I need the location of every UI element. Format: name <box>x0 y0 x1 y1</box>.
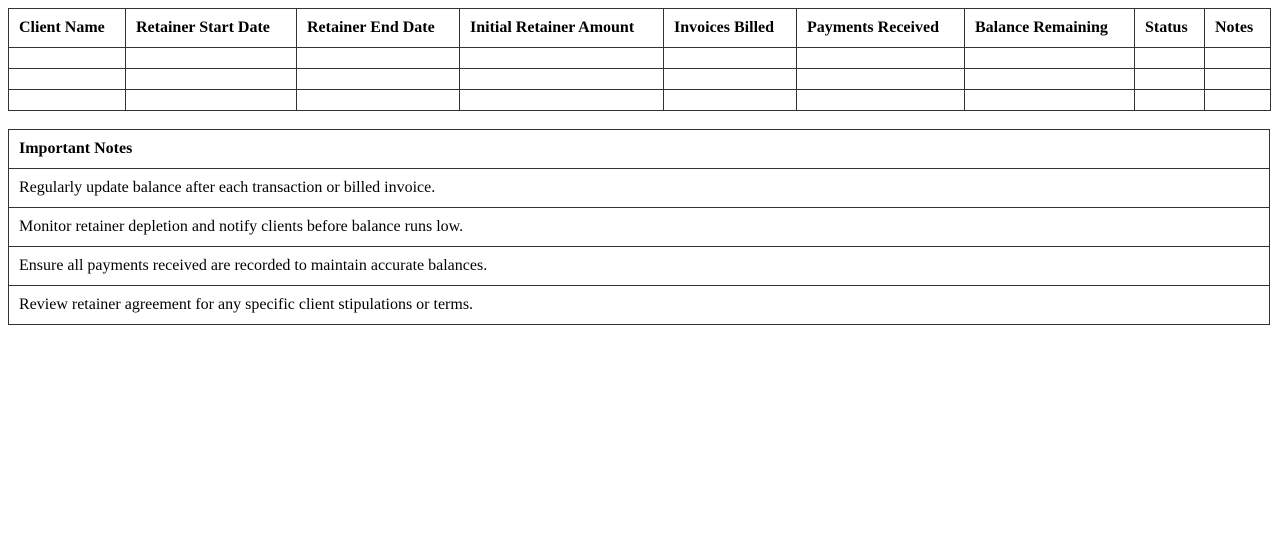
notes-title-row <box>9 130 1270 169</box>
note-item: Review retainer agreement for any specific client stipulations or terms. <box>9 286 1270 325</box>
column-header-notes: Notes <box>1205 9 1271 48</box>
cell-client-name[interactable] <box>9 69 126 90</box>
column-header-client-name: Client Name <box>9 9 126 48</box>
cell-payments-received[interactable] <box>797 69 965 90</box>
notes-title: Important Notes <box>9 130 1270 169</box>
note-row <box>9 169 1270 208</box>
column-header-retainer-end-date: Retainer End Date <box>297 9 460 48</box>
cell-retainer-end-date[interactable] <box>297 48 460 69</box>
cell-retainer-start-date[interactable] <box>126 69 297 90</box>
note-row <box>9 286 1270 325</box>
cell-notes[interactable] <box>1205 69 1271 90</box>
cell-client-name[interactable] <box>9 90 126 111</box>
column-header-balance-remaining: Balance Remaining <box>965 9 1135 48</box>
cell-payments-received[interactable] <box>797 48 965 69</box>
cell-notes[interactable] <box>1205 48 1271 69</box>
cell-notes[interactable] <box>1205 90 1271 111</box>
column-header-retainer-start-date: Retainer Start Date <box>126 9 297 48</box>
cell-initial-retainer-amount[interactable] <box>460 69 664 90</box>
table-row <box>9 69 1271 90</box>
note-row <box>9 208 1270 247</box>
cell-initial-retainer-amount[interactable] <box>460 90 664 111</box>
cell-status[interactable] <box>1135 69 1205 90</box>
note-item: Monitor retainer depletion and notify clients before balance runs low. <box>9 208 1270 247</box>
cell-retainer-end-date[interactable] <box>297 90 460 111</box>
cell-client-name[interactable] <box>9 48 126 69</box>
column-header-status: Status <box>1135 9 1205 48</box>
cell-retainer-start-date[interactable] <box>126 48 297 69</box>
cell-balance-remaining[interactable] <box>965 69 1135 90</box>
cell-retainer-end-date[interactable] <box>297 69 460 90</box>
header-row <box>9 9 1271 48</box>
retainer-tracker-table <box>8 8 1271 111</box>
note-row <box>9 247 1270 286</box>
cell-invoices-billed[interactable] <box>664 48 797 69</box>
important-notes-table <box>8 129 1270 325</box>
cell-retainer-start-date[interactable] <box>126 90 297 111</box>
column-header-payments-received: Payments Received <box>797 9 965 48</box>
cell-invoices-billed[interactable] <box>664 90 797 111</box>
cell-payments-received[interactable] <box>797 90 965 111</box>
cell-balance-remaining[interactable] <box>965 48 1135 69</box>
cell-status[interactable] <box>1135 90 1205 111</box>
column-header-invoices-billed: Invoices Billed <box>664 9 797 48</box>
table-row <box>9 90 1271 111</box>
cell-balance-remaining[interactable] <box>965 90 1135 111</box>
table-row <box>9 48 1271 69</box>
cell-invoices-billed[interactable] <box>664 69 797 90</box>
cell-status[interactable] <box>1135 48 1205 69</box>
cell-initial-retainer-amount[interactable] <box>460 48 664 69</box>
page-content <box>8 8 1270 325</box>
note-item: Ensure all payments received are recorded to maintain accurate balances. <box>9 247 1270 286</box>
note-item: Regularly update balance after each transaction or billed invoice. <box>9 169 1270 208</box>
column-header-initial-retainer-amount: Initial Retainer Amount <box>460 9 664 48</box>
